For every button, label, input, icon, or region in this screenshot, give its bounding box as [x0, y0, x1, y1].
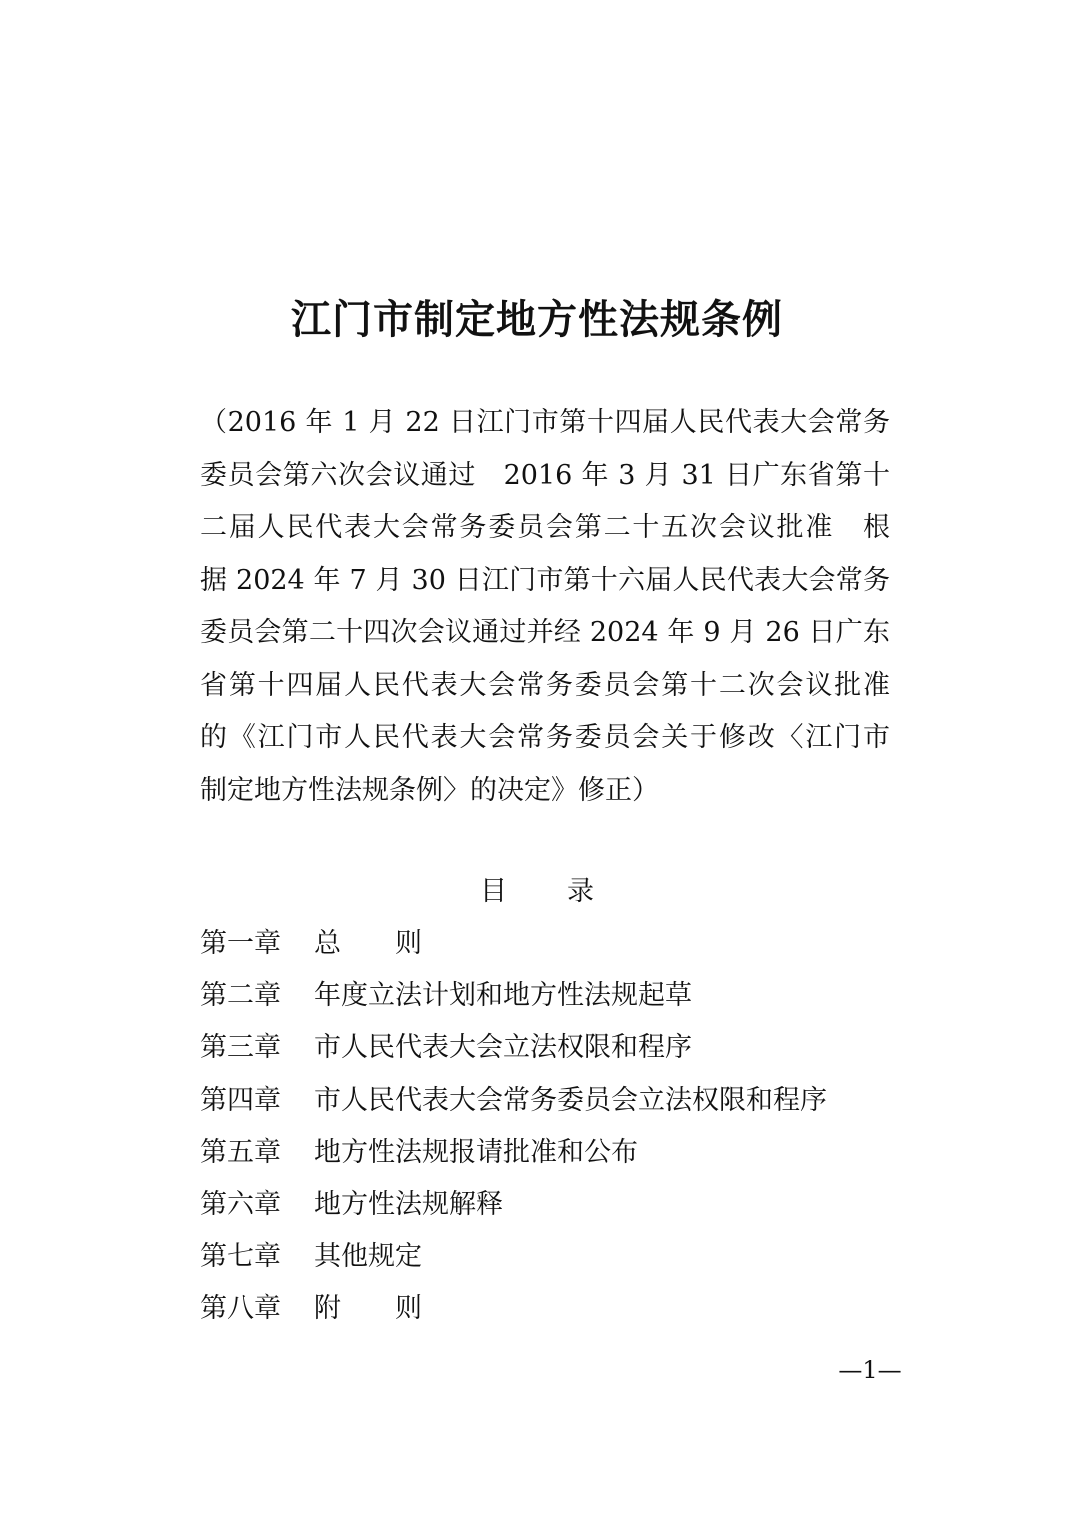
chapter-title: 地方性法规报请批准和公布 — [314, 1136, 638, 1168]
chapter-number: 第八章 — [200, 1293, 281, 1325]
preamble-line: （2016 年 1 月 22 日江门市第十四届人民代表大会常务 — [200, 407, 890, 438]
toc-item-chapter-1 — [200, 918, 900, 970]
chapter-number: 第七章 — [200, 1241, 281, 1273]
preamble — [200, 397, 890, 817]
toc-item-chapter-8 — [200, 1283, 900, 1335]
toc-item-chapter-5 — [200, 1127, 900, 1179]
toc-heading-char: 录 — [567, 876, 594, 907]
chapter-title: 附 则 — [314, 1293, 422, 1325]
toc-item-chapter-4 — [200, 1075, 900, 1127]
chapter-title: 市人民代表大会立法权限和程序 — [314, 1032, 692, 1064]
preamble-line: 据 2024 年 7 月 30 日江门市第十六届人民代表大会常务 — [200, 564, 890, 596]
chapter-number: 第一章 — [200, 928, 281, 959]
document-title: 江门市制定地方性法规条例 — [291, 296, 783, 343]
preamble-line: 的《江门市人民代表大会常务委员会关于修改〈江门市 — [200, 722, 890, 753]
preamble-line: 省第十四届人民代表大会常务委员会第十二次会议批准 — [200, 669, 890, 701]
chapter-number: 第六章 — [200, 1188, 281, 1220]
preamble-line: 二届人民代表大会常务委员会第二十五次会议批准 根 — [200, 512, 890, 543]
toc-item-chapter-2 — [200, 970, 900, 1022]
toc-heading — [0, 866, 1074, 918]
chapter-number: 第五章 — [200, 1136, 281, 1168]
chapter-title: 总 则 — [314, 928, 422, 959]
chapter-title: 地方性法规解释 — [314, 1188, 503, 1220]
toc-heading-char: 目 — [480, 876, 507, 907]
toc-item-chapter-3 — [200, 1022, 900, 1074]
preamble-line: 委员会第六次会议通过 2016 年 3 月 31 日广东省第十 — [200, 459, 890, 491]
chapter-title: 其他规定 — [314, 1241, 422, 1273]
table-of-contents — [200, 918, 900, 1336]
chapter-number: 第四章 — [200, 1084, 281, 1116]
toc-item-chapter-7 — [200, 1231, 900, 1283]
chapter-number: 第三章 — [200, 1032, 281, 1064]
preamble-line: 制定地方性法规条例〉的决定》修正） — [200, 774, 659, 806]
toc-item-chapter-6 — [200, 1179, 900, 1231]
chapter-title: 年度立法计划和地方性法规起草 — [314, 980, 692, 1012]
chapter-title: 市人民代表大会常务委员会立法权限和程序 — [314, 1084, 827, 1116]
chapter-number: 第二章 — [200, 980, 281, 1012]
page-number: —1— — [838, 1356, 902, 1384]
preamble-line: 委员会第二十四次会议通过并经 2024 年 9 月 26 日广东 — [200, 617, 890, 648]
